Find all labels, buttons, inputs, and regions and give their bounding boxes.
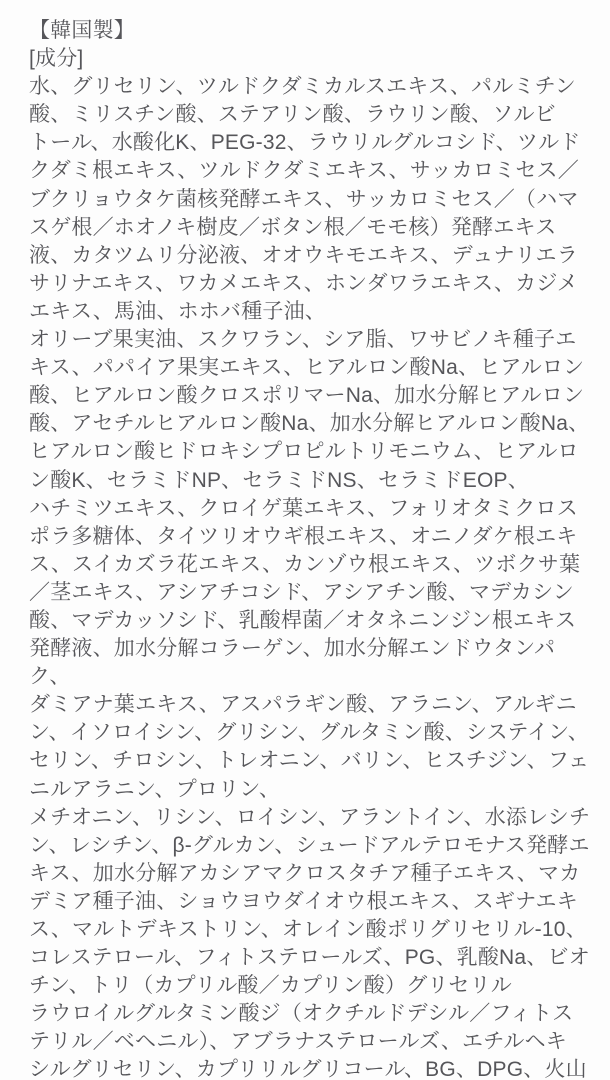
ingredient-text-line: 酸、ヒアルロン酸クロスポリマーNa、加水分解ヒアルロン (29, 384, 585, 408)
ingredient-text-line: クダミ根エキス、ツルドクダミエキス、サッカロミセス／ (29, 159, 579, 183)
ingredient-text-line: オリーブ果実油、スクワラン、シア脂、ワサビノキ種子エ (29, 328, 577, 352)
ingredient-text-line: テリル／ベヘニル）、アブラナステロールズ、エチルヘキ (29, 1030, 567, 1054)
ingredient-text-line: 酸、アセチルヒアルロン酸Na、加水分解ヒアルロン酸Na、 (29, 412, 590, 436)
spellcheck-underlined-text: シルグ (29, 1058, 92, 1080)
ingredient-text-line: ニルアラニン、プロリン、 (29, 777, 281, 801)
ingredient-text-line: ハチミツエキス、クロイゲ葉エキス、フォリオタミクロス (29, 496, 578, 520)
ingredient-text-line: キス、パパイア果実エキス、ヒアルロン酸Na、ヒアルロン (29, 356, 585, 380)
made-in-label: 【韓国製】 (29, 19, 135, 42)
ingredient-text-line: デミア種子油、ショウヨウダイオウ根エキス、スギナエキ (29, 889, 578, 913)
ingredient-text-line: スゲ根／ホオノキ樹皮／ボタン根／モモ核）発酵エキス (29, 215, 557, 239)
ingredient-text-line: 酸、ミリスチン酸、ステアリン酸、ラウリン酸、ソルビ (29, 103, 556, 127)
ingredient-text-line: キス、加水分解アカシアマクロスタチア種子エキス、マカ (29, 861, 581, 885)
ingredient-text-line: ダミアナ葉エキス、アスパラギン酸、アラニン、アルギニ (29, 693, 577, 717)
ingredient-text-line: 水、グリセリン、ツルドクダミカルスエキス、パルミチン (29, 75, 576, 99)
ingredient-text-line: ポラ多糖体、タイツリオウギ根エキス、オニノダケ根エキ (29, 524, 578, 548)
ingredient-text-line: ン、レシチン、β-グルカン、シュードアルテロモナス発酵エ (29, 833, 590, 857)
ingredient-text-line: チン、トリ（カプリル酸／カプリン酸）グリセリル (29, 974, 512, 998)
ingredient-text-line: ヒアルロン酸ヒドロキシプロピルトリモニウム、ヒアルロ (29, 440, 579, 464)
ingredient-text-line: ブクリョウタケ菌核発酵エキス、サッカロミセス／（ハマ (29, 187, 579, 211)
ingredient-text-line: メチオニン、リシン、ロイシン、アラントイン、水添レシチ (29, 805, 591, 829)
ingredient-text-line: 液、カタツムリ分泌液、オオウキモエキス、デュナリエラ (29, 243, 578, 267)
ingredient-text-line: ン、イソロイシン、グリシン、グルタミン酸、システイン、 (29, 721, 590, 745)
ingredient-text-line: ク、 (29, 665, 71, 689)
ingredient-text-line: ス、マルトデキストリン、オレイン酸ポリグリセリル-10、 (29, 918, 587, 941)
ingredient-text-line: エキス、馬油、ホホバ種子油、 (29, 299, 327, 323)
ingredient-text-line: トール、水酸化K、PEG-32、ラウリルグルコシド、ツルド (29, 131, 581, 155)
ingredient-text-line: サリナエキス、ワカメエキス、ホンダワラエキス、カジメ (29, 271, 579, 295)
ingredient-text-block (29, 73, 592, 1056)
ingredient-text-line: セリン、チロシン、トレオニン、バリン、ヒスチジン、フェ (29, 749, 590, 773)
last-line-rest-text: リセリン、カプリリルグリコール、BG、DPG、火山 (91, 1058, 587, 1080)
ingredient-text-line: ン酸K、セラミドNP、セラミドNS、セラミドEOP、 (29, 468, 529, 492)
ingredient-text-line-last (29, 1056, 592, 1080)
ingredient-text-line: ／茎エキス、アシアチコシド、アシアチン酸、マデカシン (29, 580, 575, 604)
ingredient-text-line: ラウロイルグルタミン酸ジ（オクチルドデシル／フィトス (29, 1002, 574, 1026)
ingredients-heading: [成分] (29, 47, 84, 71)
ingredient-text-line: ス、スイカズラ花エキス、カンゾウ根エキス、ツボクサ葉 (29, 552, 581, 576)
ingredient-text-line: コレステロール、フィトステロールズ、PG、乳酸Na、ビオ (29, 946, 590, 970)
ingredient-text-line: 酸、マデカッソシド、乳酸桿菌／オタネニンジン根エキス (29, 608, 577, 632)
ingredient-text-line: 発酵液、加水分解コラーゲン、加水分解エンドウタンパ (29, 637, 556, 661)
